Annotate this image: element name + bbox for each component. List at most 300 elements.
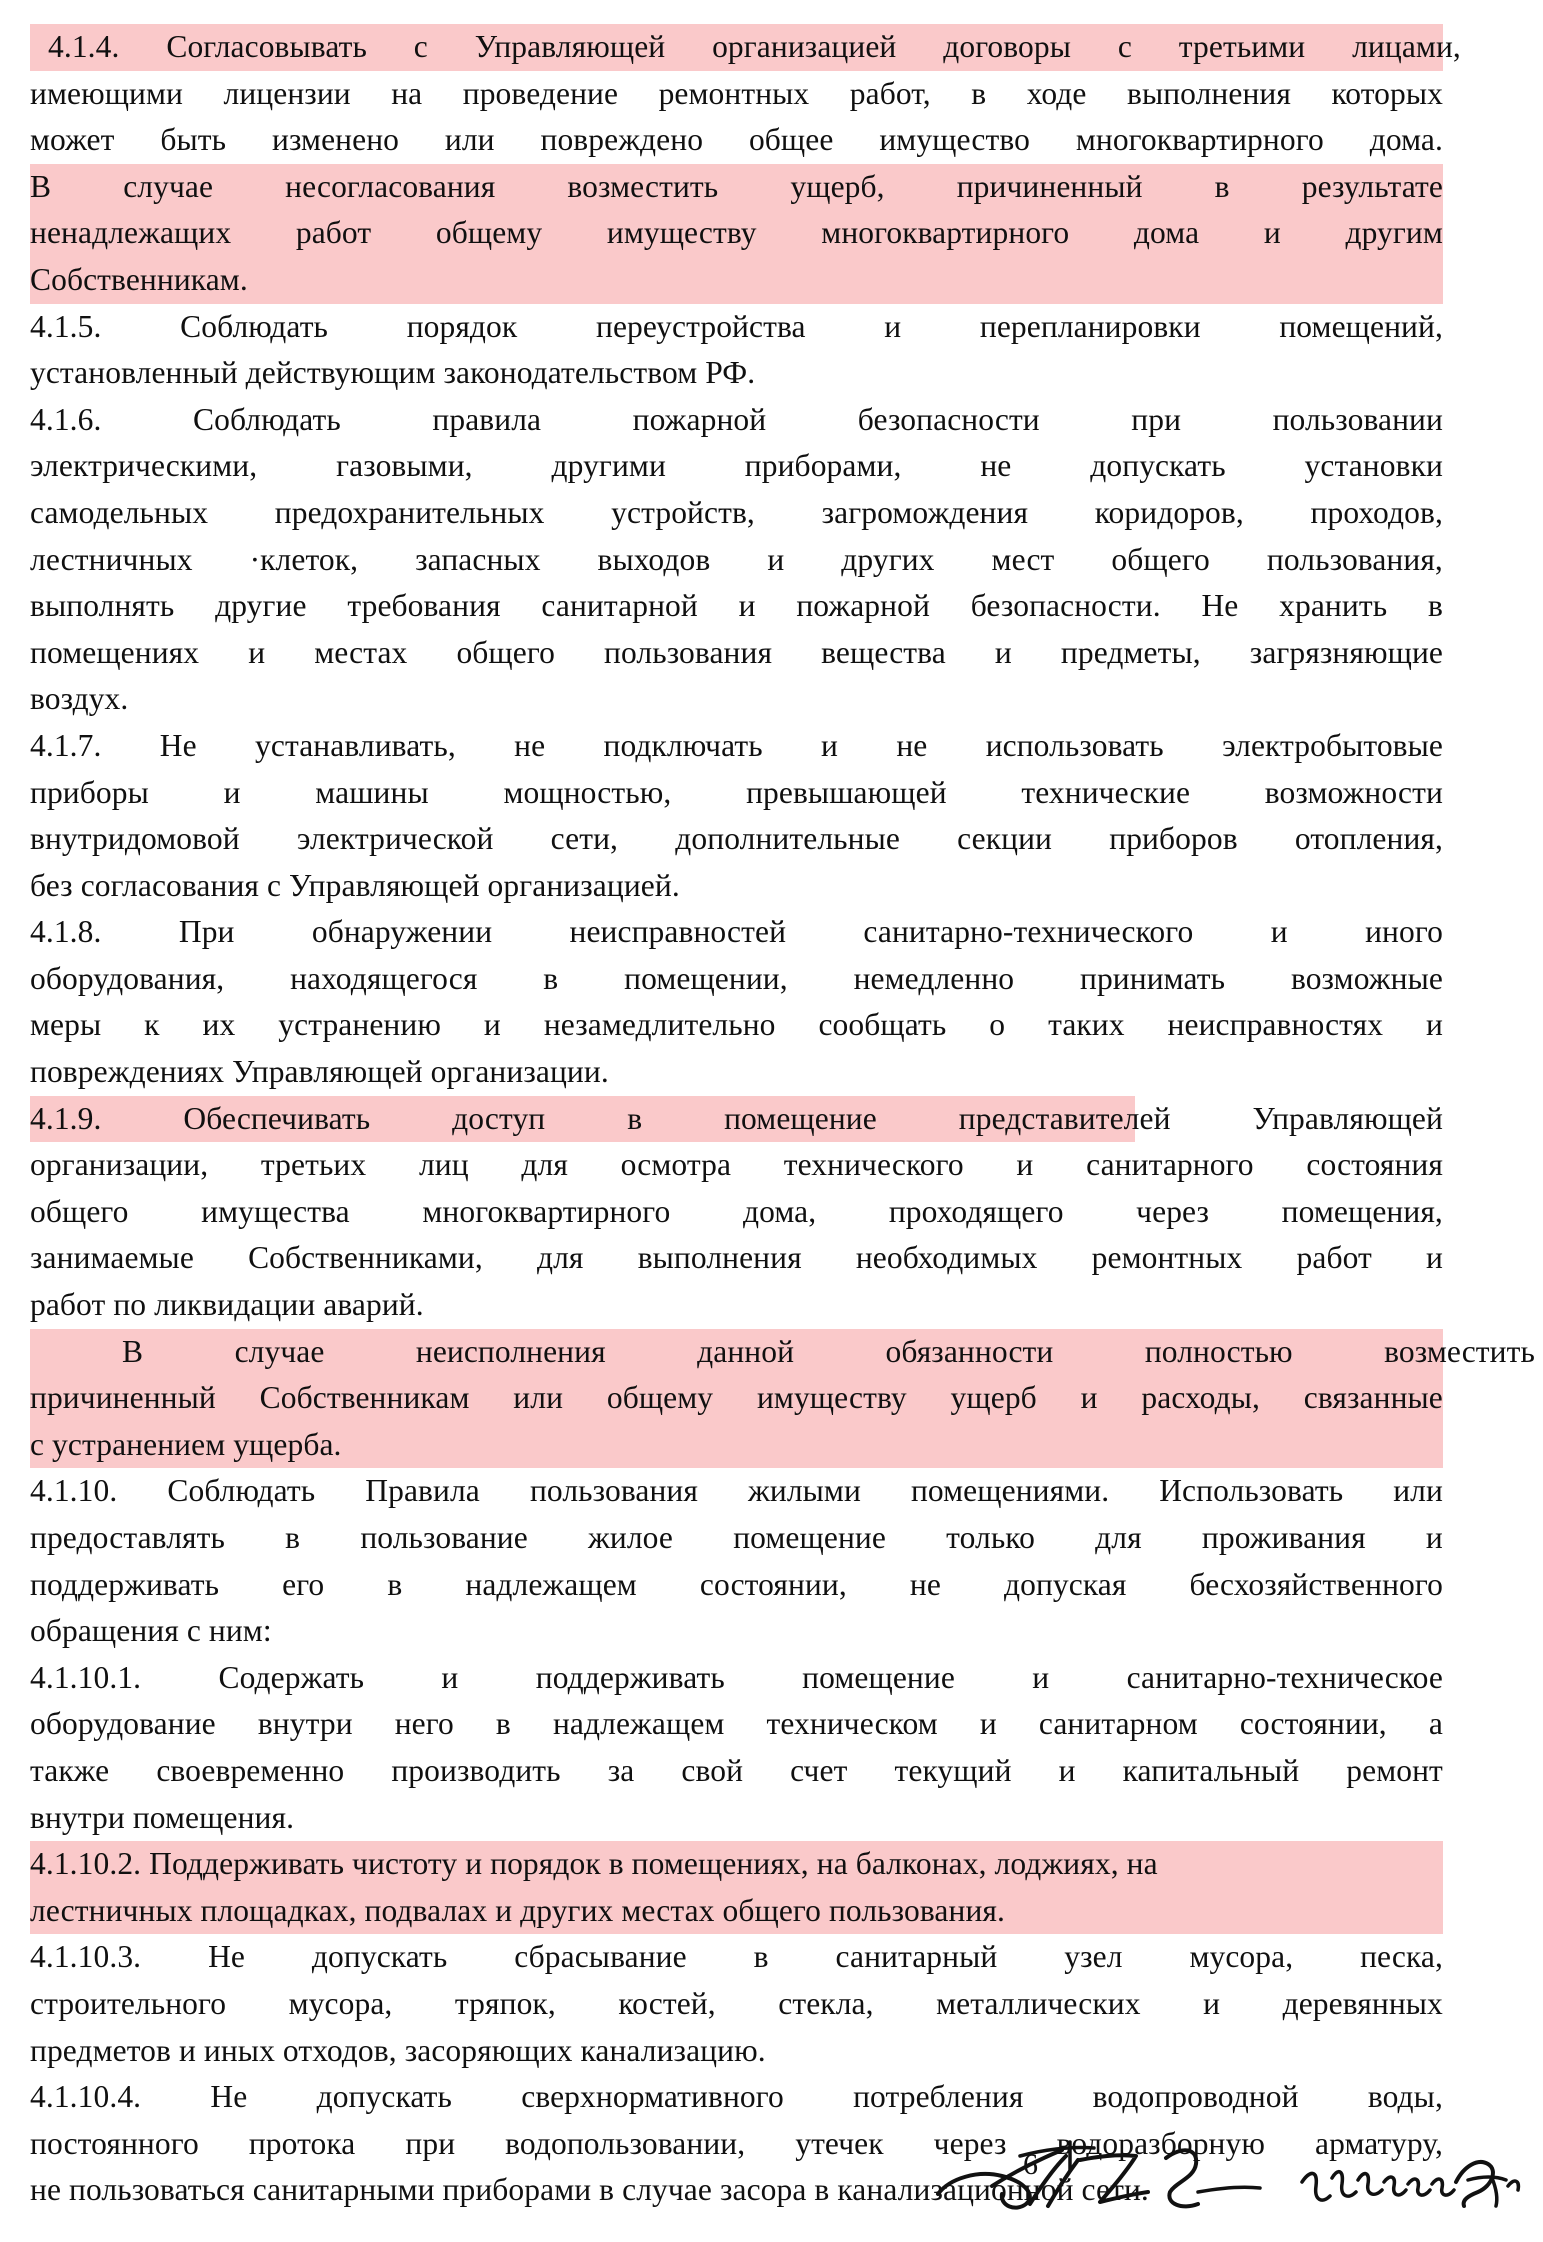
word: в [1427, 588, 1443, 624]
word: оборудование [30, 1706, 216, 1742]
word: свой [681, 1752, 744, 1788]
word: состоянии, [699, 1566, 847, 1602]
word: костей, [618, 1985, 716, 2021]
text-line [30, 117, 1443, 164]
word: неисправностях [1167, 1007, 1384, 1043]
word: общее [748, 122, 834, 158]
word: которых [1331, 75, 1443, 111]
word: пожарной [796, 588, 930, 624]
word: общего [1111, 541, 1210, 577]
word: мест [991, 541, 1055, 577]
word: о [989, 1007, 1006, 1043]
word: и [1016, 1147, 1034, 1183]
text-line [30, 2074, 1443, 2121]
word: Собственниками, [248, 1240, 483, 1276]
word: 4.1.10. [30, 1473, 118, 1509]
word: водопользовании, [505, 2125, 746, 2161]
word: в [495, 1706, 511, 1742]
word: жилыми [748, 1473, 861, 1509]
word: капитальный [1122, 1752, 1300, 1788]
text-line [30, 630, 1443, 677]
word: данной [697, 1333, 795, 1369]
word: В [30, 168, 52, 204]
word: установки [1304, 448, 1443, 484]
word: санитарной [541, 588, 698, 624]
text-line [30, 1002, 1443, 1049]
text-line [30, 723, 1443, 770]
word: и [994, 634, 1012, 670]
line-text [30, 117, 1443, 164]
word: приборов [1109, 821, 1238, 857]
text-line [30, 583, 1443, 630]
word: предохранительных [274, 494, 545, 530]
document-text-body [30, 24, 1535, 2214]
page-number: 6 [1023, 2148, 1038, 2181]
word: имуществу [606, 215, 757, 251]
word: или [513, 1380, 564, 1416]
line-text [30, 1934, 1443, 1981]
word: лицами, [1352, 29, 1461, 64]
word: машины [315, 774, 429, 810]
word: ремонт [1346, 1752, 1443, 1788]
text-line [30, 1189, 1443, 1236]
word: только [946, 1520, 1035, 1555]
word: дома [1133, 215, 1200, 251]
word: сбрасывание [514, 1939, 687, 1975]
word: 4.1.10.4. [30, 2079, 142, 2115]
word: строительного [30, 1985, 227, 2021]
word: сверхнормативного [521, 2079, 784, 2115]
word: для [536, 1240, 584, 1276]
text-line-highlighted [30, 257, 1443, 304]
word: и [441, 1659, 459, 1695]
word: обязанности [885, 1333, 1054, 1369]
word: оборудования, [30, 960, 225, 996]
word: постоянного [30, 2125, 199, 2161]
word: ·клеток, [249, 541, 359, 577]
text-line [30, 304, 1443, 351]
word: принимать [1079, 960, 1226, 996]
text-line [30, 1608, 1443, 1655]
line-text [30, 2074, 1443, 2121]
word: в [387, 1566, 403, 1602]
word: третьих [260, 1147, 367, 1183]
text-line-highlighted [30, 210, 1443, 257]
text-line-highlighted [30, 1422, 1443, 1469]
word: превышающей [746, 774, 947, 810]
word: и [248, 634, 266, 670]
line-text: не пользоваться санитарными приборами в случае засора в канализационной сети. [30, 2172, 1149, 2208]
word: арматуру, [1314, 2125, 1443, 2161]
text-line [30, 1748, 1443, 1795]
word: допускать [1090, 448, 1226, 484]
word: 4.1.10.3. [30, 1939, 142, 1975]
word: не [514, 727, 546, 763]
word: текущий [894, 1752, 1012, 1788]
word: безопасности [857, 401, 1040, 437]
word: допускать [311, 1939, 448, 1975]
text-line [30, 1655, 1443, 1702]
word: для [521, 1147, 568, 1183]
text-line [30, 1934, 1443, 1981]
word: помещения, [1281, 1193, 1443, 1229]
word: многоквартирного [422, 1193, 671, 1229]
word: таких [1048, 1007, 1125, 1043]
word: Не [210, 2079, 248, 2115]
word: ущерб, [790, 168, 885, 204]
word: запасных [415, 541, 541, 577]
line-text [30, 1002, 1443, 1049]
word: в [285, 1520, 301, 1555]
line-text [30, 1189, 1443, 1236]
word: и [1032, 1659, 1050, 1695]
word: 4.1.9. [30, 1100, 102, 1136]
line-text [30, 1515, 1443, 1562]
word: правила [432, 401, 542, 437]
word: устанавливать, [255, 727, 456, 763]
word: и [884, 308, 902, 344]
word: обнаружении [311, 914, 493, 950]
word: неисправностей [569, 914, 787, 950]
word: Использовать [1159, 1473, 1344, 1509]
line-text [30, 24, 1461, 71]
text-line [30, 397, 1443, 444]
word: санитарный [835, 1939, 998, 1975]
word: возможности [1264, 774, 1443, 810]
word: также [30, 1752, 110, 1788]
word: может [30, 122, 115, 158]
word: Содержать [218, 1659, 365, 1695]
line-text [30, 1981, 1443, 2028]
text-line [30, 816, 1443, 863]
text-line [30, 1795, 1443, 1842]
text-line [30, 909, 1443, 956]
word: и [738, 588, 756, 624]
word: использовать [985, 727, 1164, 763]
word: расходы, [1141, 1380, 1260, 1416]
word: 4.1.5. [30, 308, 102, 344]
word: третьими [1178, 29, 1306, 64]
text-line [30, 1562, 1443, 1609]
word: счет [790, 1752, 848, 1788]
word: производить [391, 1752, 561, 1788]
word: внутридомовой [30, 821, 240, 857]
word: его [282, 1566, 325, 1602]
word: и [767, 541, 785, 577]
word: не [980, 448, 1012, 484]
word: помещение [724, 1100, 877, 1136]
text-line [30, 1049, 1443, 1096]
word: или [1393, 1473, 1443, 1509]
word: другим [1345, 215, 1443, 251]
word: перепланировки [979, 308, 1201, 344]
word: переустройства [595, 308, 806, 344]
word: порядок [406, 308, 518, 344]
text-line [30, 1468, 1443, 1515]
word: в [543, 960, 559, 996]
word: самодельных [30, 494, 209, 530]
word: и [1270, 914, 1288, 950]
word: на [391, 75, 423, 111]
line-text: с устранением ущерба. [30, 1426, 342, 1462]
word: тряпок, [454, 1985, 556, 2021]
word: выполнения [1126, 75, 1291, 111]
text-line [30, 1515, 1443, 1562]
word: пользования, [1266, 541, 1443, 577]
text-line [30, 863, 1443, 910]
word: в [753, 1939, 769, 1975]
page-footer [0, 2126, 1543, 2242]
line-text [30, 630, 1443, 677]
text-line [30, 676, 1443, 723]
word: вещества [821, 634, 946, 670]
word: находящегося [290, 960, 478, 996]
text-line [30, 1282, 1443, 1329]
word: 4.1.4. [48, 29, 120, 64]
word: с [1117, 29, 1132, 64]
word: помещении, [624, 960, 788, 996]
text-line [30, 956, 1443, 1003]
word: 4.1.6. [30, 401, 102, 437]
line-text [30, 210, 1443, 257]
text-line-highlighted [30, 1375, 1443, 1422]
word: электробытовые [1222, 727, 1443, 763]
word: с [413, 29, 428, 64]
word: 4.1.7. [30, 727, 102, 763]
word: пользовании [1272, 401, 1443, 437]
word: отопления, [1294, 821, 1443, 857]
word: выполнять [30, 588, 175, 624]
word: и [1203, 1985, 1221, 2021]
word: и [1058, 1752, 1076, 1788]
word: результате [1301, 168, 1443, 204]
word: предоставлять [30, 1520, 225, 1555]
word: допуская [1003, 1566, 1127, 1602]
line-text: работ по ликвидации аварий. [30, 1287, 424, 1323]
word: лиц [418, 1147, 469, 1183]
text-line [30, 1142, 1443, 1189]
text-line [30, 443, 1443, 490]
word: случае [234, 1333, 325, 1369]
word: и [1080, 1380, 1098, 1416]
text-line [30, 350, 1443, 397]
word: хранить [1279, 588, 1388, 624]
word: помещение [733, 1520, 886, 1555]
word: санитарного [1086, 1147, 1254, 1183]
line-text [30, 1468, 1443, 1515]
text-line-highlighted [30, 164, 1443, 211]
word: многоквартирного [821, 215, 1070, 251]
word: бесхозяйственного [1189, 1566, 1443, 1602]
line-text: предметов и иных отходов, засоряющих канализацию. [30, 2032, 766, 2068]
word: воды, [1367, 2079, 1443, 2115]
word: состоянии, [1239, 1706, 1387, 1742]
word: и [1425, 1520, 1443, 1555]
line-text [30, 1748, 1443, 1795]
line-text [30, 490, 1443, 537]
word: организацией [712, 29, 897, 64]
word: пользования [604, 634, 773, 670]
word: технического [783, 1147, 964, 1183]
word: быть [160, 122, 227, 158]
line-text [30, 71, 1443, 118]
line-text [30, 1375, 1443, 1422]
word: имущества [201, 1193, 350, 1229]
word: доступ [452, 1100, 546, 1136]
word: санитарном [1038, 1706, 1198, 1742]
word: В [122, 1333, 144, 1369]
word: подключать [603, 727, 763, 763]
word: состояния [1306, 1147, 1443, 1183]
word: других [841, 541, 935, 577]
text-line [30, 770, 1443, 817]
word: Управляющей [1252, 1100, 1443, 1136]
word: выполнения [637, 1240, 802, 1276]
word: ненадлежащих [30, 215, 232, 251]
word: возместить [567, 168, 719, 204]
line-text [30, 1562, 1443, 1609]
word: загромождения [821, 494, 1029, 530]
word: предметы, [1060, 634, 1201, 670]
word: электрическими, [30, 448, 258, 484]
text-line [30, 71, 1443, 118]
word: причиненный [956, 168, 1143, 204]
line-text [30, 1142, 1443, 1189]
word: надлежащем [552, 1706, 725, 1742]
word: пожарной [632, 401, 767, 437]
word: него [394, 1706, 454, 1742]
word: полностью [1144, 1333, 1293, 1369]
word: осмотра [620, 1147, 732, 1183]
word: пользование [360, 1520, 528, 1555]
word: приборами, [744, 448, 902, 484]
word: техническом [766, 1706, 938, 1742]
text-line [30, 1235, 1443, 1282]
word: или [444, 122, 495, 158]
word: деревянных [1282, 1985, 1443, 2021]
word: ущерб [950, 1380, 1037, 1416]
word: помещение [802, 1659, 955, 1695]
line-text [30, 304, 1443, 351]
word: устройств, [611, 494, 755, 530]
word: и [1426, 1240, 1443, 1276]
line-text [30, 1701, 1443, 1748]
handwritten-signature [930, 2126, 1530, 2236]
word: технические [1021, 774, 1191, 810]
word: лестничных [30, 541, 193, 577]
word: Соблюдать [193, 401, 341, 437]
word: несогласования [285, 168, 496, 204]
word: за [607, 1752, 635, 1788]
word: не [896, 727, 928, 763]
text-line [30, 2028, 1443, 2075]
word: поддерживать [30, 1566, 220, 1602]
word: договоры [943, 29, 1072, 64]
word: допускать [316, 2079, 452, 2115]
word: в [971, 75, 987, 111]
word: При [178, 914, 235, 950]
word: связанные [1303, 1380, 1443, 1416]
word: их [202, 1007, 236, 1043]
word: в [1214, 168, 1230, 204]
word: изменено [271, 122, 399, 158]
word: пользования [529, 1473, 698, 1509]
word: для [1095, 1520, 1142, 1555]
word: другие [215, 588, 307, 624]
line-text: лестничных площадках, подвалах и других местах общего пользования. [30, 1892, 1005, 1928]
word: санитарно-техническое [1126, 1659, 1443, 1695]
word: возможные [1290, 960, 1443, 996]
word: в [627, 1100, 643, 1136]
word: потребления [853, 2079, 1024, 2115]
word: и [1426, 1007, 1443, 1043]
line-text [30, 1096, 1443, 1143]
word: иного [1365, 914, 1443, 950]
text-line [30, 490, 1443, 537]
line-text: повреждениях Управляющей организации. [30, 1054, 609, 1090]
word: мощностью, [503, 774, 672, 810]
line-text: установленный действующим законодательством РФ. [30, 355, 756, 391]
word: дополнительные [675, 821, 900, 857]
word: Собственникам [259, 1380, 470, 1416]
word: дома, [742, 1193, 817, 1229]
word: проживания [1201, 1520, 1366, 1555]
word: необходимых [855, 1240, 1038, 1276]
word: неисполнения [415, 1333, 606, 1369]
word: водоразборную [1056, 2125, 1265, 2161]
word: газовыми, [336, 448, 473, 484]
word: общему [435, 215, 543, 251]
word: коридоров, [1094, 494, 1244, 530]
word: Не [208, 1939, 245, 1975]
word: своевременно [156, 1752, 345, 1788]
line-text [30, 1235, 1443, 1282]
word: и [1263, 215, 1281, 251]
word: проходящего [888, 1193, 1064, 1229]
word: причиненный [30, 1380, 216, 1416]
word: при [1131, 401, 1182, 437]
word: помещениями. [910, 1473, 1110, 1509]
word: стекла, [778, 1985, 874, 2021]
word: надлежащем [465, 1566, 637, 1602]
word: Обеспечивать [183, 1100, 371, 1136]
word: имеющими [30, 75, 184, 111]
line-text [30, 723, 1443, 770]
line-text [30, 956, 1443, 1003]
text-line-highlighted [30, 1888, 1443, 1935]
word: имущество [879, 122, 1030, 158]
word: а [1428, 1706, 1443, 1742]
line-text [30, 816, 1443, 863]
word: Соблюдать [180, 308, 329, 344]
word: металлических [936, 1985, 1141, 2021]
word: Не [1201, 588, 1239, 624]
word: узел [1064, 1939, 1123, 1975]
word: 4.1.8. [30, 914, 102, 950]
word: 4.1.10.1. [30, 1659, 142, 1695]
line-text [30, 770, 1443, 817]
line-text [30, 164, 1443, 211]
word: меры [30, 1007, 102, 1043]
word: сообщать [818, 1007, 947, 1043]
word: Согласовывать [166, 29, 367, 64]
word: повреждено [540, 122, 704, 158]
word: Соблюдать [167, 1473, 316, 1509]
word: возместить [1384, 1333, 1535, 1369]
word: сети, [550, 821, 619, 857]
word: помещений, [1279, 308, 1443, 344]
word: общего [456, 634, 555, 670]
